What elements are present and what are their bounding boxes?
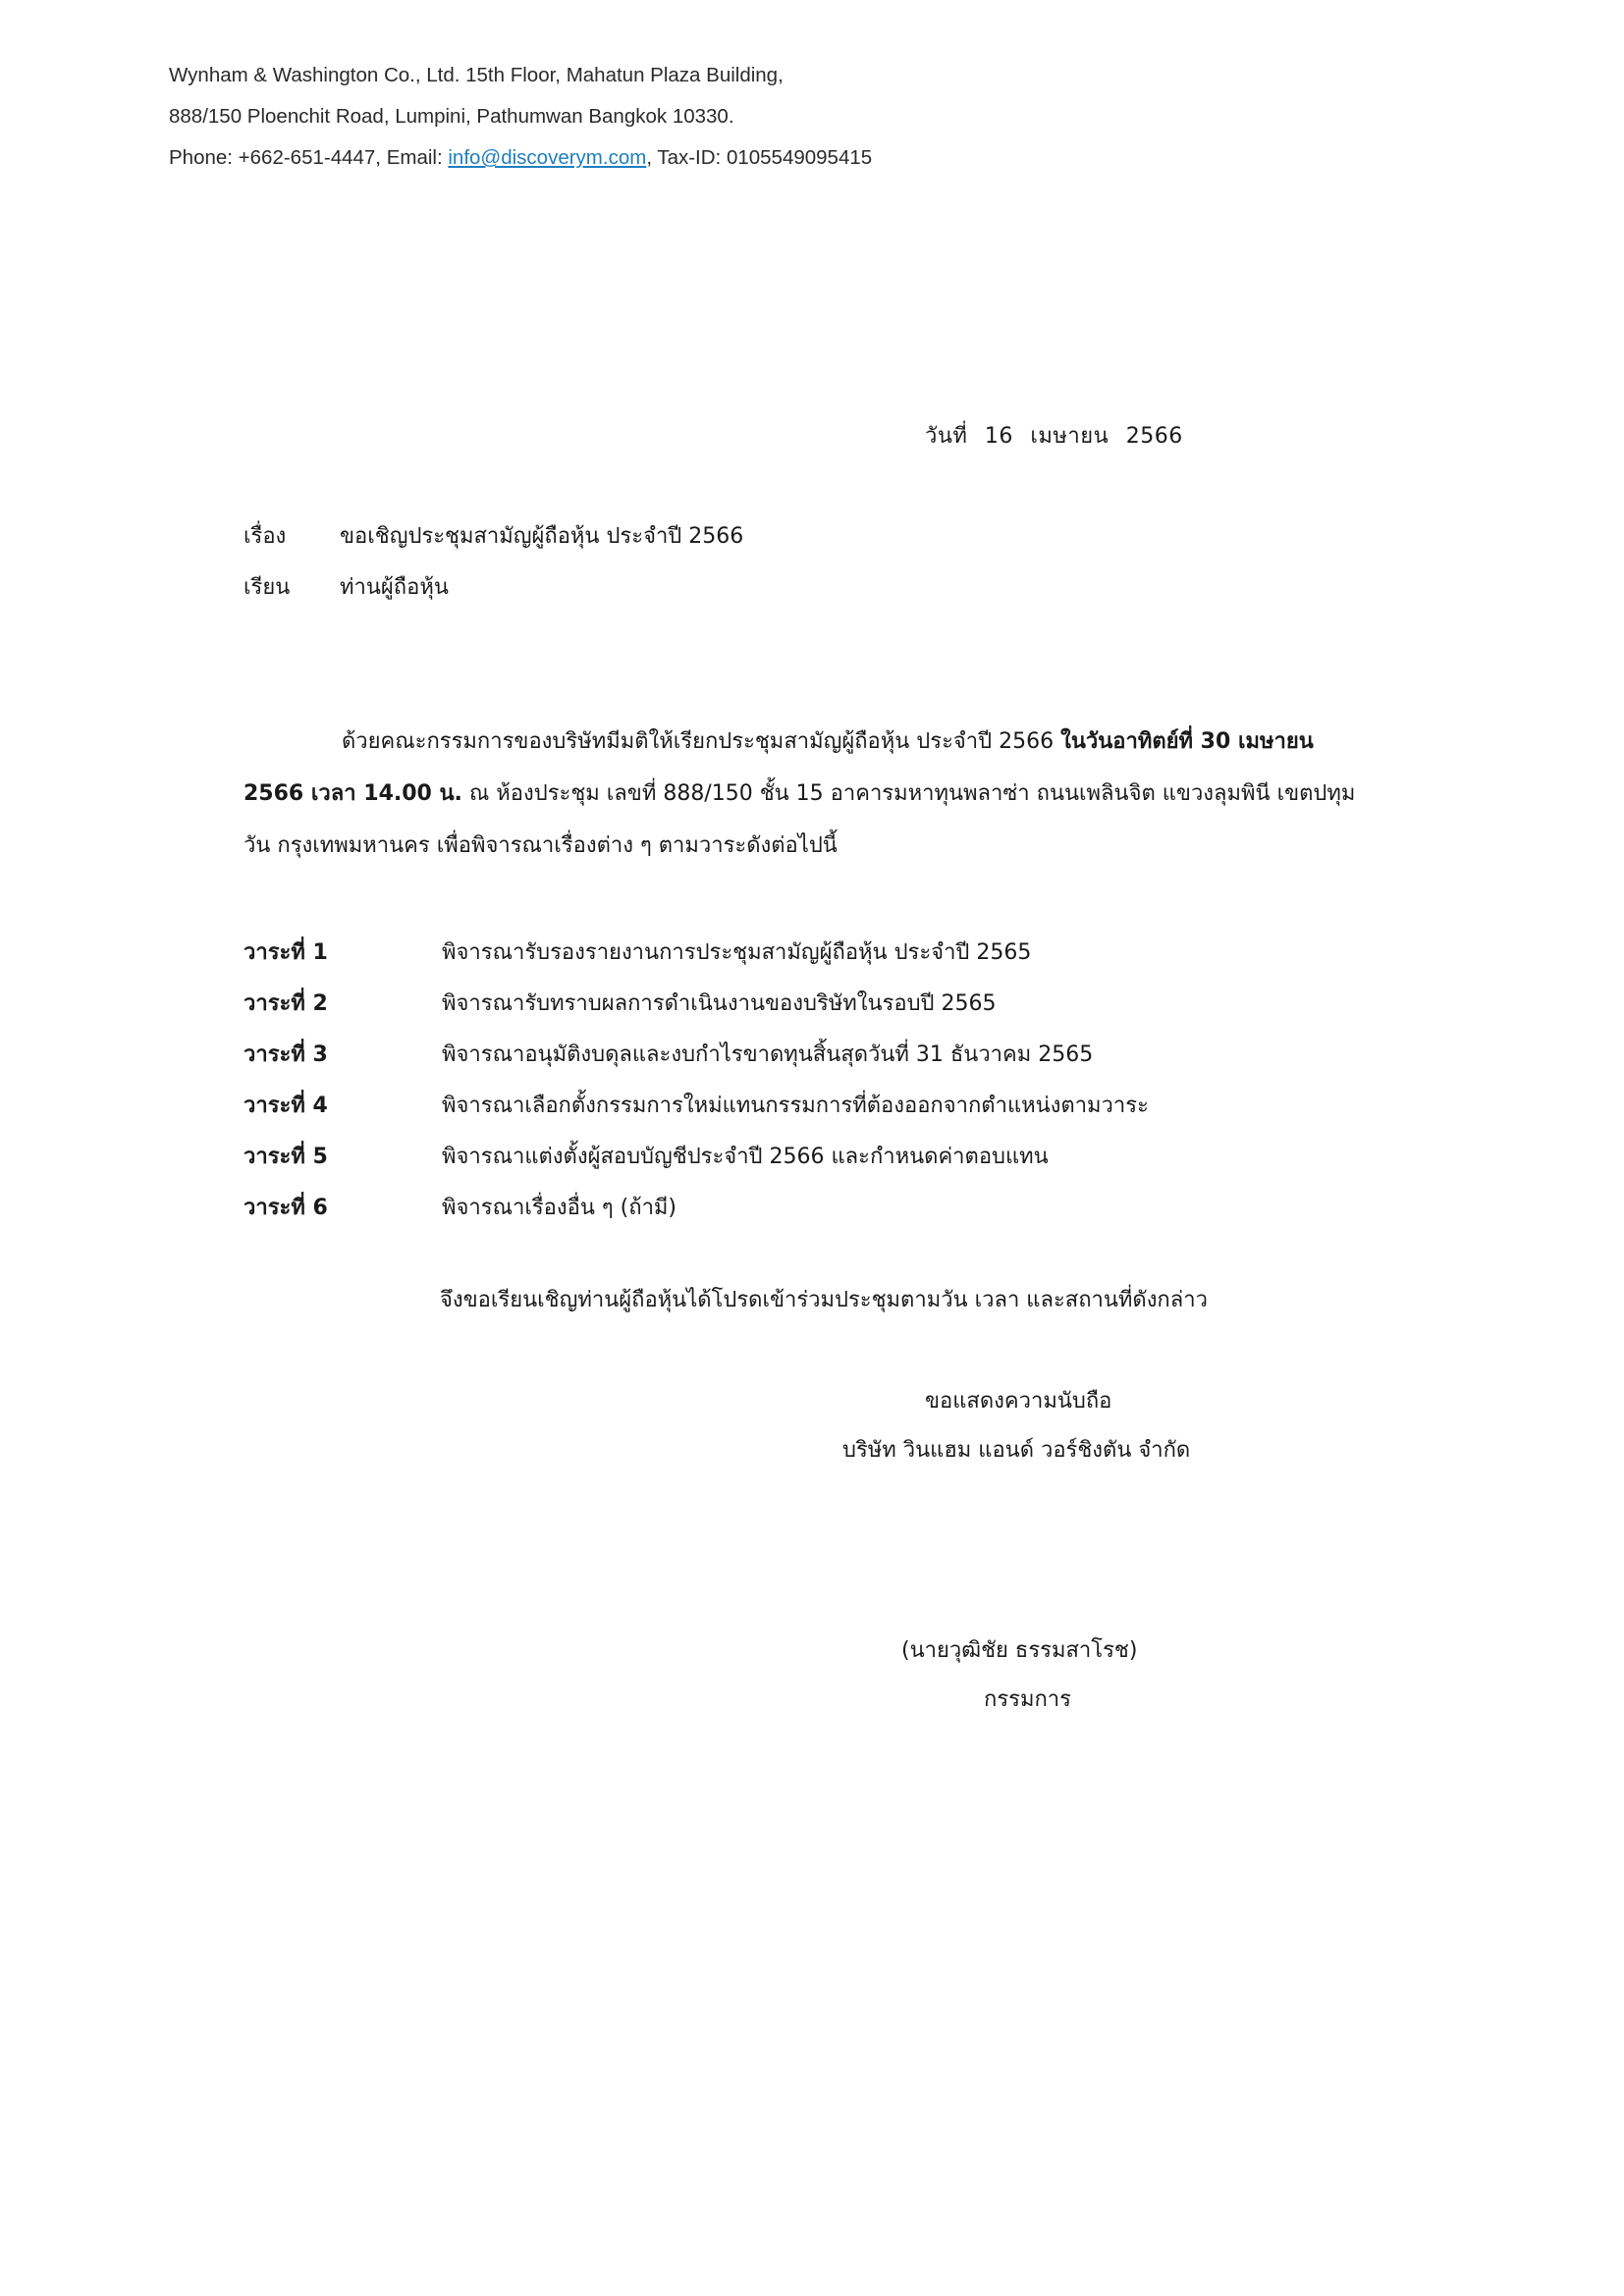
agenda-item: [244, 928, 1149, 979]
recipient-value: ท่านผู้ถือหุ้น: [340, 575, 449, 600]
address-line-1: Wynham & Washington Co., Ltd. 15th Floor, Mahatun Plaza Building,: [169, 64, 784, 86]
agenda-label: วาระที่ 5: [244, 1145, 328, 1169]
body-line-2: [244, 774, 1355, 814]
recipient-label: เรียน: [244, 575, 291, 600]
body-line-1: [342, 722, 1314, 762]
agenda-text: พิจารณารับรองรายงานการประชุมสามัญผู้ถือหุ้น ประจำปี 2565: [442, 940, 1032, 965]
meeting-date-bold: ในวันอาทิตย์ที่ 30 เมษายน: [1060, 729, 1314, 754]
subject-row: [244, 517, 743, 557]
phone-text: Phone: +662-651-4447, Email:: [169, 146, 449, 169]
agenda-list: [244, 928, 1149, 1234]
agenda-text: พิจารณาเลือกตั้งกรรมการใหม่แทนกรรมการที่ต้องออกจากตำแหน่งตามวาระ: [442, 1094, 1149, 1118]
email-link[interactable]: info@discoverym.com: [448, 146, 647, 169]
agenda-text: พิจารณาแต่งตั้งผู้สอบบัญชีประจำปี 2566 และกำหนดค่าตอบแทน: [442, 1145, 1049, 1169]
company-name: บริษัท วินแฮม แอนด์ วอร์ชิงตัน จำกัด: [842, 1438, 1191, 1463]
date-label: วันที่: [925, 424, 968, 449]
body-line-1-text: ด้วยคณะกรรมการของบริษัทมีมติให้เรียกประชุมสามัญผู้ถือหุ้น ประจำปี 2566: [342, 729, 1061, 754]
agenda-item: [244, 1030, 1149, 1081]
agenda-item: [244, 1183, 1149, 1234]
body-line-3: วัน กรุงเทพมหานคร เพื่อพิจารณาเรื่องต่าง ๆ ตามวาระดังต่อไปนี้: [244, 833, 838, 858]
body-line-2-text: ณ ห้องประชุม เลขที่ 888/150 ชั้น 15 อาคารมหาทุนพลาซ่า ถนนเพลินจิต แขวงลุมพินี เขตปทุม: [461, 781, 1356, 806]
agenda-label: วาระที่ 2: [244, 991, 328, 1016]
letterhead: [169, 55, 872, 179]
regards-text: ขอแสดงความนับถือ: [925, 1389, 1112, 1414]
signer-position: กรรมการ: [984, 1687, 1071, 1712]
recipient-row: [244, 568, 449, 608]
tax-id-text: , Tax-ID: 0105549095415: [646, 146, 873, 169]
date-month: เมษายน: [1030, 424, 1110, 449]
agenda-text: พิจารณารับทราบผลการดำเนินงานของบริษัทในรอบปี 2565: [442, 991, 997, 1016]
letter-date: [925, 417, 1193, 456]
subject-value: ขอเชิญประชุมสามัญผู้ถือหุ้น ประจำปี 2566: [340, 524, 744, 549]
agenda-text: พิจารณาเรื่องอื่น ๆ (ถ้ามี): [442, 1196, 677, 1220]
contact-line: [169, 137, 872, 179]
date-year: 2566: [1125, 424, 1183, 449]
address-line-2: 888/150 Ploenchit Road, Lumpini, Pathumwan Bangkok 10330.: [169, 105, 734, 128]
agenda-item: [244, 1081, 1149, 1132]
closing-sentence: จึงขอเรียนเชิญท่านผู้ถือหุ้นได้โปรดเข้าร่วมประชุมตามวัน เวลา และสถานที่ดังกล่าว: [440, 1288, 1208, 1312]
date-day: 16: [984, 424, 1013, 449]
agenda-label: วาระที่ 1: [244, 940, 328, 965]
agenda-label: วาระที่ 4: [244, 1094, 328, 1118]
meeting-time-bold: 2566 เวลา 14.00 น.: [244, 781, 462, 806]
agenda-label: วาระที่ 3: [244, 1042, 328, 1067]
agenda-item: [244, 1132, 1149, 1183]
agenda-text: พิจารณาอนุมัติงบดุลและงบกำไรขาดทุนสิ้นสุดวันที่ 31 ธันวาคม 2565: [442, 1042, 1094, 1067]
agenda-label: วาระที่ 6: [244, 1196, 328, 1220]
subject-label: เรื่อง: [244, 524, 287, 549]
signer-name: (นายวุฒิชัย ธรรมสาโรช): [901, 1638, 1138, 1663]
agenda-item: [244, 979, 1149, 1030]
